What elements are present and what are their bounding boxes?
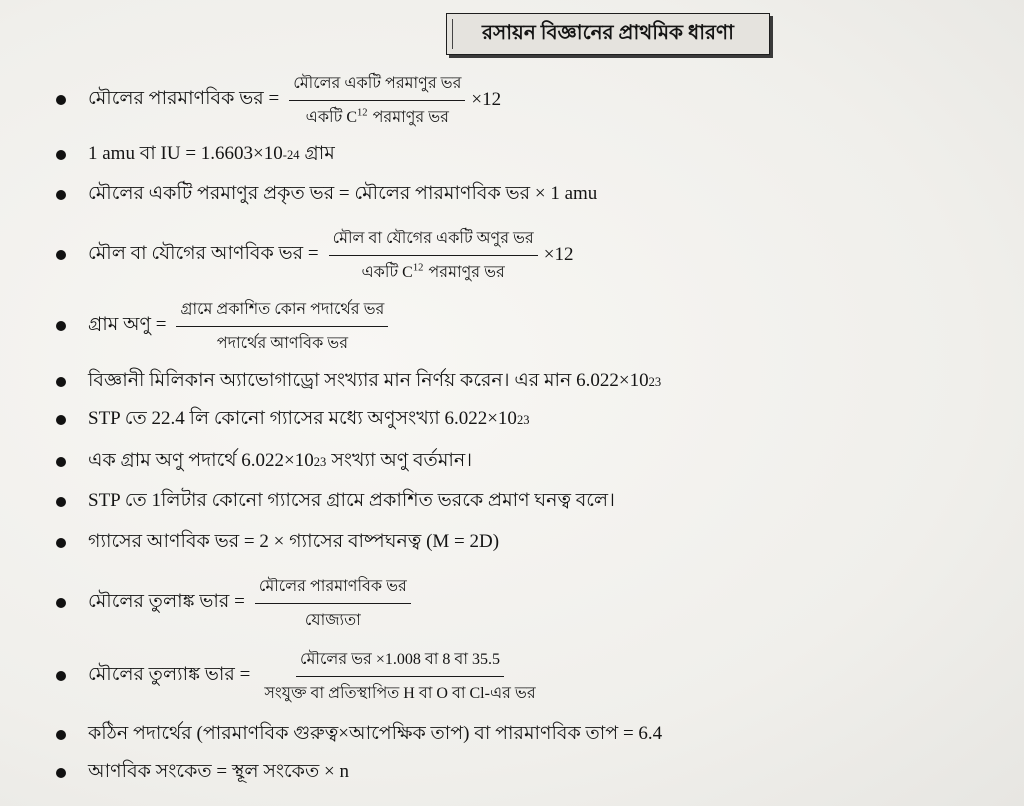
list-item — [56, 488, 615, 516]
item-text-suffix: সংখ্যা অণু বর্তমান। — [331, 450, 473, 471]
fraction-numerator: মৌলের ভর ×1.008 বা 8 বা 35.5 — [296, 646, 504, 677]
bullet-icon — [56, 415, 66, 425]
list-item — [56, 650, 544, 702]
bullet-icon — [56, 250, 66, 260]
page-title-box — [446, 13, 770, 55]
formula-lhs: গ্রাম অণু = — [88, 314, 167, 335]
formula-multiplier: ×12 — [543, 244, 574, 265]
list-item — [56, 721, 662, 749]
fraction-denominator: সংযুক্ত বা প্রতিস্থাপিত H বা O বা Cl-এর ভর — [264, 684, 536, 702]
list-item — [56, 529, 499, 557]
formula-lhs: মৌলের তুলাঙ্ক ভার = — [88, 591, 245, 612]
fraction-numerator: মৌলের একটি পরমাণুর ভর — [289, 70, 465, 101]
fraction-denominator: যোজ্যতা — [304, 611, 361, 629]
fraction — [260, 646, 539, 707]
bullet-icon — [56, 377, 66, 387]
item-text: মৌলের একটি পরমাণুর প্রকৃত ভর = মৌলের পারমাণবিক ভর × 1 amu — [88, 183, 598, 204]
fraction-denominator — [358, 256, 509, 286]
item-text: আণবিক সংকেত = স্থূল সংকেত × n — [88, 761, 349, 782]
bullet-icon — [56, 730, 66, 740]
list-item — [56, 229, 573, 281]
bullet-icon — [56, 190, 66, 200]
list-item — [56, 300, 392, 352]
list-item: এক গ্রাম অণু পদার্থে 6.022×10 23 সংখ্যা অণু বর্তমান। — [56, 448, 472, 476]
bullet-icon — [56, 457, 66, 467]
denominator-suffix: পরমাণুর ভর — [428, 263, 505, 281]
denominator-prefix: একটি C — [305, 108, 358, 126]
bullet-icon — [56, 321, 66, 331]
formula-multiplier: ×12 — [471, 89, 502, 110]
formula-lhs: মৌলের পারমাণবিক ভর = — [88, 88, 280, 109]
fraction — [329, 225, 538, 286]
item-text: এক গ্রাম অণু পদার্থে 6.022×10 — [88, 450, 314, 471]
fraction — [176, 296, 388, 357]
list-item: বিজ্ঞানী মিলিকান অ্যাভোগাড্রো সংখ্যার মান নির্ণয় করেন। এর মান 6.022×10 23 — [56, 368, 661, 396]
list-item — [56, 759, 349, 787]
formula-lhs: মৌলের তুল্যাঙ্ক ভার = — [88, 664, 251, 685]
denominator-prefix: একটি C — [361, 263, 413, 281]
fraction — [289, 70, 465, 131]
denominator-suffix: পরমাণুর ভর — [372, 108, 449, 126]
list-item — [56, 181, 597, 209]
item-text-suffix: গ্রাম — [304, 143, 335, 164]
item-text: গ্যাসের আণবিক ভর = 2 × গ্যাসের বাষ্পঘনত্ব (M = 2D) — [88, 531, 500, 552]
superscript: 12 — [412, 262, 424, 274]
title-box-rule — [452, 19, 453, 49]
superscript: 12 — [357, 107, 368, 119]
item-text: 1 amu বা IU = 1.6603×10 — [88, 143, 283, 164]
fraction-numerator: মৌলের পারমাণবিক ভর — [255, 573, 411, 604]
fraction-numerator: গ্রামে প্রকাশিত কোন পদার্থের ভর — [176, 296, 388, 327]
bullet-icon — [56, 768, 66, 778]
fraction-denominator: পদার্থের আণবিক ভর — [216, 334, 349, 352]
bullet-icon — [56, 150, 66, 160]
bullet-icon — [56, 671, 66, 681]
item-text: কঠিন পদার্থের (পারমাণবিক গুরুত্ব×আপেক্ষিক তাপ) বা পারমাণবিক তাপ = 6.4 — [88, 723, 663, 744]
item-text: STP তে 1লিটার কোনো গ্যাসের গ্রামে প্রকাশিত ভরকে প্রমাণ ঘনত্ব বলে। — [88, 490, 615, 511]
list-item: STP তে 22.4 লি কোনো গ্যাসের মধ্যে অণুসংখ্যা 6.022×10 23 — [56, 406, 529, 434]
list-item — [56, 577, 415, 629]
page-title: রসায়ন বিজ্ঞানের প্রাথমিক ধারণা — [482, 21, 734, 44]
list-item: 1 amu বা IU = 1.6603×10 -24 গ্রাম — [56, 141, 335, 169]
bullet-icon — [56, 497, 66, 507]
list-item — [56, 74, 501, 126]
fraction-numerator: মৌল বা যৌগের একটি অণুর ভর — [329, 225, 538, 256]
item-text: বিজ্ঞানী মিলিকান অ্যাভোগাড্রো সংখ্যার মান নির্ণয় করেন। এর মান 6.022×10 — [88, 370, 649, 391]
item-text: STP তে 22.4 লি কোনো গ্যাসের মধ্যে অণুসংখ্যা 6.022×10 — [88, 408, 517, 429]
bullet-icon — [56, 538, 66, 548]
fraction-denominator — [302, 101, 453, 131]
bullet-icon — [56, 598, 66, 608]
fraction — [255, 573, 411, 634]
bullet-icon — [56, 95, 66, 105]
formula-lhs: মৌল বা যৌগের আণবিক ভর = — [88, 243, 319, 264]
